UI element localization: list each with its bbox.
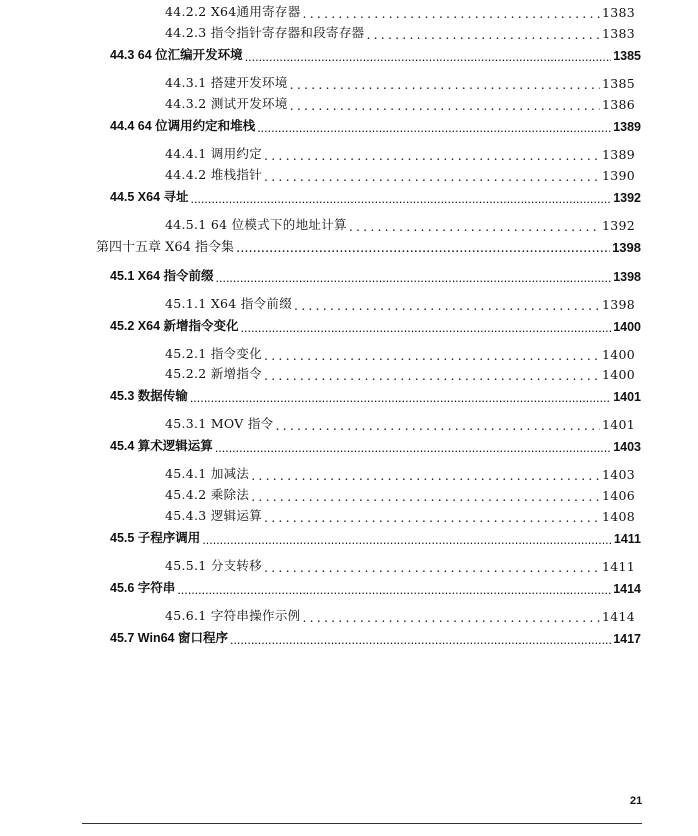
toc-entry[interactable] [165, 215, 635, 233]
dot-leader [177, 584, 611, 597]
dot-leader [264, 512, 600, 525]
toc-entry[interactable] [165, 606, 635, 624]
toc-entry-page: 1406 [601, 488, 635, 503]
toc-section-title: 45.3 数据传输 [110, 389, 188, 403]
toc-section[interactable] [110, 266, 641, 284]
dot-leader [264, 171, 600, 184]
dot-leader [264, 350, 600, 363]
toc-entry-title: 45.6.1 字符串操作示例 [165, 608, 301, 623]
toc-entry-page: 1408 [601, 509, 635, 524]
toc-entry-title: 45.3.1 MOV 指令 [165, 416, 274, 431]
dot-leader [245, 51, 612, 64]
footer-divider [82, 823, 642, 824]
toc-entry-title: 45.5.1 分支转移 [165, 558, 263, 573]
toc-entry-page: 1414 [601, 609, 635, 624]
dot-leader [241, 322, 612, 335]
toc-section-title: 45.6 字符串 [110, 581, 176, 595]
toc-entry[interactable] [165, 2, 635, 20]
toc-entry-title: 45.2.1 指令变化 [165, 346, 263, 361]
toc-section-page: 1385 [613, 49, 641, 63]
toc-entry-page: 1390 [601, 168, 635, 183]
toc-chapter[interactable] [96, 236, 641, 255]
dot-leader [251, 470, 600, 483]
toc-entry-title: 44.4.2 堆栈指针 [165, 167, 263, 182]
toc-section-title: 44.4 64 位调用约定和堆栈 [110, 119, 256, 133]
toc-chapter-page: 1398 [612, 240, 641, 255]
toc-entry[interactable] [165, 414, 635, 432]
dot-leader [215, 442, 611, 455]
toc-section-title: 44.3 64 位汇编开发环境 [110, 48, 243, 62]
toc-entry-title: 45.4.2 乘除法 [165, 487, 250, 502]
toc-entry[interactable] [165, 506, 635, 524]
toc-entry-title: 44.2.3 指令指针寄存器和段寄存器 [165, 25, 365, 40]
toc-entry[interactable] [165, 344, 635, 362]
toc-section-title: 44.5 X64 寻址 [110, 190, 189, 204]
toc-section[interactable] [110, 386, 641, 404]
dot-leader [230, 634, 611, 647]
dot-leader [275, 420, 600, 433]
dot-leader [349, 221, 600, 234]
toc-section[interactable] [110, 436, 641, 454]
toc-entry-title: 45.4.3 逻辑运算 [165, 508, 263, 523]
toc-section[interactable] [110, 187, 641, 205]
toc-entry-page: 1383 [601, 26, 635, 41]
dot-leader [302, 612, 600, 625]
toc-entry-page: 1403 [601, 467, 635, 482]
toc-section[interactable] [110, 528, 641, 546]
toc-section[interactable] [110, 628, 641, 646]
toc-entry-title: 44.5.1 64 位模式下的地址计算 [165, 217, 347, 232]
toc-entry-title: 44.4.1 调用约定 [165, 146, 263, 161]
toc-entry[interactable] [165, 94, 635, 112]
toc-entry-page: 1383 [601, 5, 635, 20]
toc-section[interactable] [110, 578, 641, 596]
toc-section-page: 1400 [613, 320, 641, 334]
toc-section-page: 1392 [613, 191, 641, 205]
toc-section-page: 1398 [613, 270, 641, 284]
toc-entry-page: 1411 [601, 559, 635, 574]
toc-entry[interactable] [165, 165, 635, 183]
toc-entry-page: 1386 [601, 97, 635, 112]
toc-entry[interactable] [165, 364, 635, 382]
toc-entry-title: 45.1.1 X64 指令前缀 [165, 296, 293, 311]
toc-section-page: 1403 [613, 440, 641, 454]
toc-entry-title: 44.3.2 测试开发环境 [165, 96, 288, 111]
toc-section-page: 1417 [613, 632, 641, 646]
page-number: 21 [630, 795, 643, 807]
toc-entry[interactable] [165, 144, 635, 162]
dot-leader [290, 79, 600, 92]
dot-leader [294, 300, 600, 313]
toc-section-title: 45.2 X64 新增指令变化 [110, 319, 239, 333]
toc-section-title: 45.5 子程序调用 [110, 531, 201, 545]
dot-leader [303, 8, 600, 21]
dot-leader [191, 193, 612, 206]
toc-entry-page: 1392 [601, 218, 635, 233]
toc-section[interactable] [110, 45, 641, 63]
toc-entry[interactable] [165, 485, 635, 503]
dot-leader [190, 392, 611, 405]
toc-chapter-title: 第四十五章 X64 指令集 [96, 240, 235, 255]
toc-section-page: 1389 [613, 120, 641, 134]
toc-entry[interactable] [165, 464, 635, 482]
toc-section-page: 1411 [613, 532, 641, 546]
dot-leader [236, 242, 610, 255]
toc-entry[interactable] [165, 23, 635, 41]
toc-section-page: 1414 [613, 582, 641, 596]
toc-section[interactable] [110, 316, 641, 334]
toc-entry-title: 44.2.2 X64通用寄存器 [165, 4, 301, 19]
dot-leader [264, 150, 600, 163]
toc-section[interactable] [110, 116, 641, 134]
toc-entry-page: 1398 [601, 297, 635, 312]
dot-leader [202, 534, 612, 547]
toc-entry-title: 45.2.2 新增指令 [165, 366, 263, 381]
toc-entry-page: 1401 [601, 417, 635, 432]
toc-entry-page: 1389 [601, 147, 635, 162]
dot-leader [366, 29, 600, 42]
dot-leader [290, 100, 600, 113]
toc-section-title: 45.1 X64 指令前缀 [110, 269, 214, 283]
dot-leader [251, 491, 600, 504]
toc-entry[interactable] [165, 294, 635, 312]
toc-entry-page: 1385 [601, 76, 635, 91]
toc-entry-title: 44.3.1 搭建开发环境 [165, 75, 288, 90]
dot-leader [216, 272, 612, 285]
toc-entry[interactable] [165, 73, 635, 91]
toc-section-title: 45.4 算术逻辑运算 [110, 439, 213, 453]
dot-leader [257, 122, 611, 135]
toc-section-page: 1401 [613, 390, 641, 404]
dot-leader [264, 370, 600, 383]
dot-leader [264, 562, 600, 575]
toc-entry[interactable] [165, 556, 635, 574]
toc-entry-page: 1400 [601, 367, 635, 382]
toc-entry-page: 1400 [601, 347, 635, 362]
toc-entry-title: 45.4.1 加减法 [165, 466, 250, 481]
toc-section-title: 45.7 Win64 窗口程序 [110, 631, 228, 645]
